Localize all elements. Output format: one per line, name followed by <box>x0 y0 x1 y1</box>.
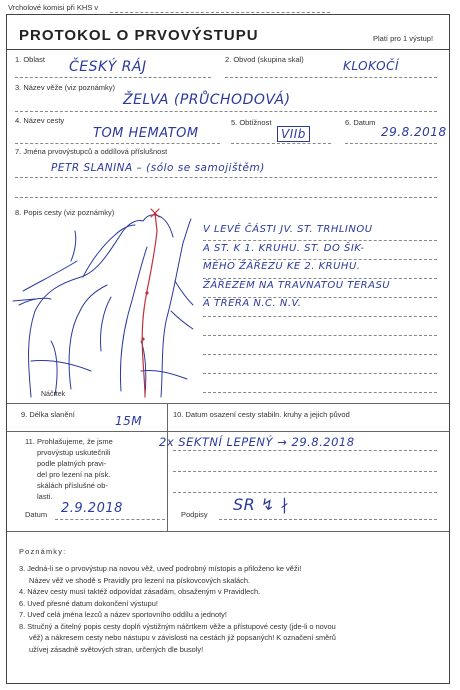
f11-line: podle platných pravi- <box>37 459 107 468</box>
f3-underline <box>15 111 437 112</box>
f11-line: del pro lezení na písk. <box>37 470 111 479</box>
date-underline <box>55 519 165 520</box>
f10-label: 10. Datum osazení cesty stabiln. kruhy a jejich původ <box>173 410 350 419</box>
f2-underline <box>225 77 437 78</box>
f7-underline <box>15 177 437 178</box>
f7-value: PETR SLANINA – (sólo se samojištěm) <box>51 162 265 174</box>
f8-line: V LEVÉ ČÁSTI JV. ST. TRHLINOU <box>203 224 373 235</box>
f5-value: VIIb <box>277 126 310 142</box>
f6-underline <box>345 143 437 144</box>
page-title: PROTOKOL O PRVOVÝSTUPU <box>19 27 259 44</box>
notes-top-divider <box>7 531 449 532</box>
note-item: 7. Uveď celá jména lezců a název sportovního oddílu a jednoty! <box>19 610 227 619</box>
note-item: 8. Stručný a čitelný popis cesty doplň výstižným náčrtkem věže a přístupové cesty (jde-li o novou <box>19 621 336 631</box>
f1-underline <box>15 77 211 78</box>
f5-label: 5. Obtížnost <box>231 118 272 127</box>
route-sketch <box>11 201 201 401</box>
f9-label: 9. Délka slanění <box>21 410 75 419</box>
f4-label: 4. Název cesty <box>15 116 65 125</box>
f8-label: 8. Popis cesty (viz poznámky) <box>15 208 115 217</box>
signature-value: SR ↯ ∤ <box>233 495 289 514</box>
notes-heading: Poznámky: <box>19 547 67 556</box>
f11-line: 11. Prohlašujeme, že jsme <box>25 437 113 446</box>
sketch-label: Náčrtek <box>41 391 66 398</box>
f3-value: ŽELVA (PRŮCHODOVÁ) <box>123 92 291 108</box>
note-item: 3. Jedná-li se o prvovýstup na novou věž, uveď podrobný místopis a přiloženo ke věži! <box>19 564 302 573</box>
f11-line: prvovýstup uskutečnili <box>37 448 111 457</box>
f2-value: KLOKOČÍ <box>343 59 400 73</box>
f6-label: 6. Datum <box>345 118 376 127</box>
date-value: 2.9.2018 <box>61 501 123 516</box>
row9-top-divider <box>7 403 449 404</box>
row9-vertical-divider <box>167 403 168 431</box>
note-item: užívej zásadně světových stran, určených dle busoly! <box>29 644 204 654</box>
f11-line: lasti. <box>37 492 53 501</box>
f11-declaration <box>25 436 113 502</box>
caption-underline <box>110 12 330 13</box>
f8-line: A TŘERA N.C. N.V. <box>203 298 302 309</box>
signatures-label: Podpisy <box>181 510 208 519</box>
notes-section <box>19 547 336 655</box>
date-label: Datum <box>25 510 48 519</box>
f7-label: 7. Jména prvovýstupců a oddílová příslušnost <box>15 147 168 156</box>
f8-description <box>203 221 390 314</box>
f10-value: 2x SEKTNÍ LEPENÝ → 29.8.2018 <box>159 435 355 449</box>
f8-line: A ST. K 1. KRUHU. ST. DO ŠIK- <box>203 242 365 254</box>
f8-line: ŽÁŘEZEM NA TRAVNATOU TERASU <box>203 279 391 291</box>
note-item: Název věž ve shodě s Pravidly pro lezení na pískovcových skalách. <box>29 575 251 585</box>
note-item: 4. Název cesty musí taktéž odpovídat zásadám, obsaženým v Pravidlech. <box>19 587 261 596</box>
top-caption: Vrcholové komisi při KHS v <box>8 3 99 12</box>
valid-for-note: Platí pro 1 výstup! <box>373 34 434 43</box>
f8-line: MÉHO ŽÁŘEZU KE 2. KRUHU. <box>203 261 361 272</box>
note-item: věž) a nákresem cesty nebo nástupu v závislosti na cestách již popsaných! K označení směrů <box>29 633 336 642</box>
f1-value: ČESKÝ RÁJ <box>69 59 147 75</box>
f11-line: skálách příslušné ob- <box>37 481 108 490</box>
f1-label: 1. Oblast <box>15 55 46 64</box>
row10-bottom-divider <box>7 431 449 432</box>
signatures-underline <box>219 519 437 520</box>
protocol-form <box>6 14 450 684</box>
note-item: 6. Uveď přesné datum dokončení výstupu! <box>19 598 158 608</box>
f4-value: TOM HEMATOM <box>93 126 199 141</box>
f6-value: 29.8.2018 <box>381 125 447 139</box>
f9-value: 15M <box>115 414 143 428</box>
f5-underline <box>231 143 331 144</box>
title-divider <box>7 49 449 50</box>
f3-label: 3. Název věže (viz poznámky) <box>15 83 116 92</box>
f4-underline <box>15 143 220 144</box>
f7-underline-2 <box>15 197 437 198</box>
f2-label: 2. Obvod (skupina skal) <box>225 55 304 64</box>
